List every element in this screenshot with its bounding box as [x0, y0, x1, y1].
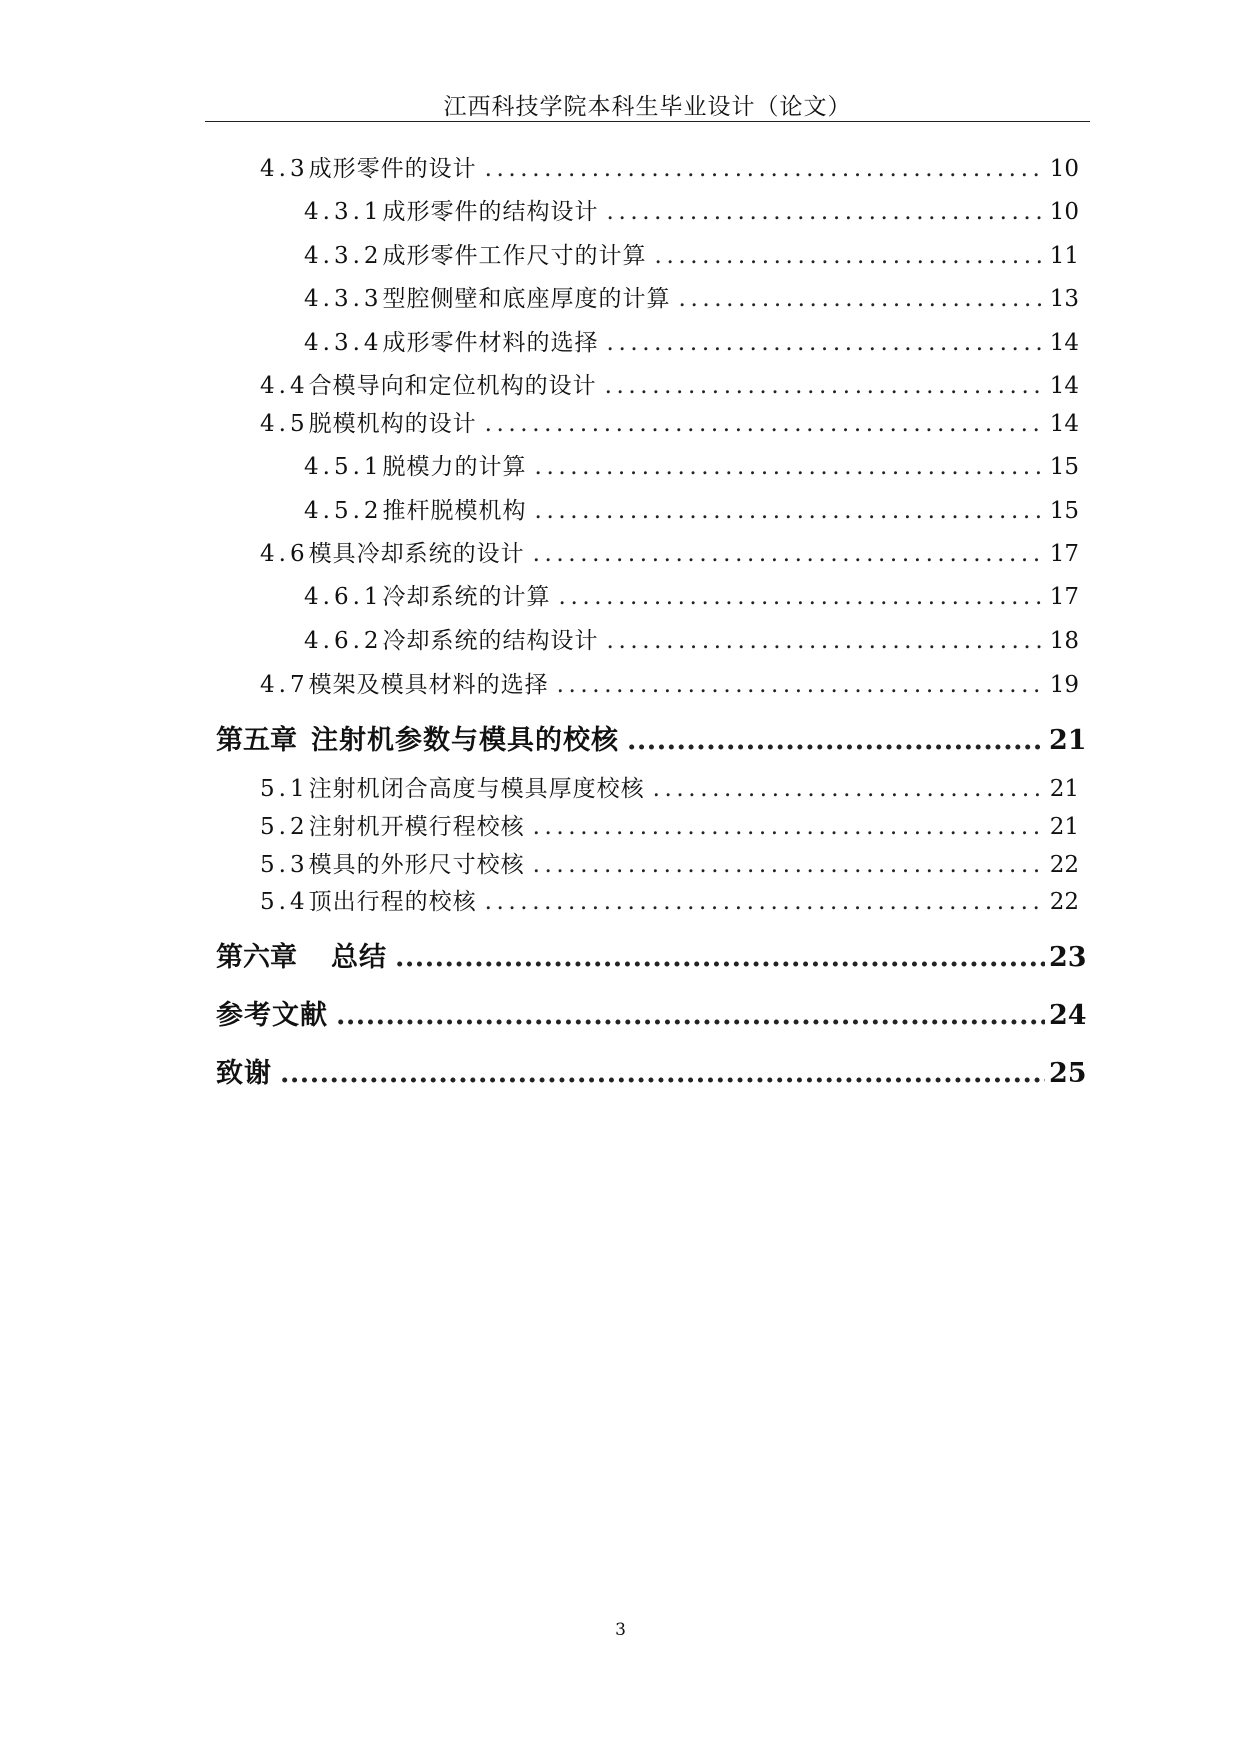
toc-entry-number: 5.1 [260, 776, 309, 802]
toc-entry-page: 17 [1049, 584, 1079, 610]
toc-entry-4-3-4[interactable] [304, 324, 1079, 357]
toc-references[interactable] [216, 993, 1087, 1032]
toc-entry-page: 22 [1049, 852, 1079, 878]
toc-entry-5-1[interactable] [260, 770, 1079, 803]
toc-entry-4-4[interactable] [260, 367, 1079, 400]
toc-dot-leader [679, 286, 1046, 312]
toc-entry-title: 型腔侧壁和底座厚度的计算 [382, 286, 671, 312]
toc-chapter-number: 第六章 [216, 942, 297, 973]
toc-dot-leader [653, 776, 1046, 802]
toc-entry-title: 顶出行程的校核 [308, 889, 477, 915]
toc-chapter-number: 第五章 [216, 725, 297, 756]
toc-dot-leader [535, 454, 1046, 480]
toc-entry-page: 19 [1049, 672, 1079, 698]
toc-entry-title: 脱模力的计算 [382, 454, 527, 480]
toc-dot-leader [557, 672, 1046, 698]
toc-chapter-title: 总结 [331, 942, 387, 973]
toc-entry-number: 4.3.3 [304, 286, 383, 312]
toc-entry-title: 成形零件材料的选择 [382, 330, 599, 356]
toc-entry-title: 注射机开模行程校核 [308, 814, 525, 840]
toc-dot-leader [627, 725, 1045, 756]
toc-entry-number: 5.3 [260, 852, 309, 878]
toc-dot-leader [559, 584, 1046, 610]
toc-dot-leader [533, 541, 1046, 567]
toc-entry-title: 脱模机构的设计 [308, 411, 477, 437]
toc-dot-leader [485, 411, 1046, 437]
toc-dot-leader [336, 1000, 1045, 1031]
toc-dot-leader [485, 156, 1046, 182]
page-number: 3 [615, 1620, 626, 1640]
toc-entry-page: 13 [1049, 286, 1079, 312]
toc-chapter-6[interactable] [216, 935, 1087, 974]
toc-dot-leader [607, 199, 1046, 225]
toc-entry-page: 10 [1049, 156, 1079, 182]
toc-entry-title: 成形零件的设计 [308, 156, 477, 182]
toc-entry-title: 推杆脱模机构 [382, 498, 527, 524]
toc-entry-4-6-1[interactable] [304, 578, 1079, 611]
toc-entry-4-6[interactable] [260, 535, 1079, 568]
toc-entry-page: 21 [1049, 776, 1079, 802]
toc-entry-number: 4.3 [260, 156, 309, 182]
toc-entry-title: 模架及模具材料的选择 [308, 672, 549, 698]
toc-dot-leader [607, 330, 1046, 356]
toc-entry-number: 4.3.4 [304, 330, 383, 356]
toc-entry-4-3-2[interactable] [304, 237, 1079, 270]
toc-entry-number: 4.5.2 [304, 498, 383, 524]
toc-dot-leader [535, 498, 1046, 524]
toc-entry-page: 15 [1049, 498, 1079, 524]
toc-entry-4-3[interactable] [260, 150, 1079, 183]
toc-entry-number: 4.7 [260, 672, 309, 698]
toc-entry-page: 17 [1049, 541, 1079, 567]
toc-entry-title: 冷却系统的结构设计 [382, 628, 599, 654]
toc-entry-page: 25 [1049, 1058, 1087, 1089]
toc-acknowledgements[interactable] [216, 1051, 1087, 1090]
toc-entry-number: 4.3.1 [304, 199, 383, 225]
toc-entry-4-5[interactable] [260, 405, 1079, 438]
toc-entry-title: 成形零件工作尺寸的计算 [382, 243, 647, 269]
running-header: 江西科技学院本科生毕业设计（论文） [443, 94, 852, 120]
toc-entry-page: 21 [1049, 814, 1079, 840]
toc-entry-page: 24 [1049, 1000, 1087, 1031]
toc-entry-page: 23 [1049, 942, 1087, 973]
toc-dot-leader [533, 852, 1046, 878]
toc-dot-leader [607, 628, 1046, 654]
toc-entry-4-5-2[interactable] [304, 492, 1079, 525]
toc-entry-page: 14 [1049, 373, 1079, 399]
toc-dot-leader [605, 373, 1046, 399]
toc-entry-4-7[interactable] [260, 666, 1079, 699]
toc-entry-4-3-1[interactable] [304, 193, 1079, 226]
toc-entry-number: 4.6.2 [304, 628, 383, 654]
toc-entry-number: 5.4 [260, 889, 309, 915]
toc-entry-5-2[interactable] [260, 808, 1079, 841]
toc-entry-page: 10 [1049, 199, 1079, 225]
toc-dot-leader [655, 243, 1046, 269]
toc-entry-4-3-3[interactable] [304, 280, 1079, 313]
toc-entry-page: 22 [1049, 889, 1079, 915]
toc-entry-page: 18 [1049, 628, 1079, 654]
toc-chapter-title: 致谢 [216, 1058, 272, 1089]
toc-entry-page: 15 [1049, 454, 1079, 480]
header-divider [205, 121, 1090, 122]
toc-entry-title: 注射机闭合高度与模具厚度校核 [308, 776, 645, 802]
toc-entry-5-3[interactable] [260, 846, 1079, 879]
toc-entry-page: 14 [1049, 330, 1079, 356]
toc-entry-4-6-2[interactable] [304, 622, 1079, 655]
toc-dot-leader [533, 814, 1046, 840]
toc-dot-leader [395, 942, 1045, 973]
toc-entry-page: 11 [1049, 243, 1079, 269]
toc-entry-title: 模具冷却系统的设计 [308, 541, 525, 567]
toc-dot-leader [280, 1058, 1045, 1089]
toc-entry-title: 合模导向和定位机构的设计 [308, 373, 597, 399]
toc-entry-number: 4.5.1 [304, 454, 383, 480]
toc-entry-page: 21 [1049, 725, 1087, 756]
toc-entry-number: 4.4 [260, 373, 309, 399]
toc-entry-number: 4.6.1 [304, 584, 383, 610]
toc-chapter-title: 注射机参数与模具的校核 [311, 725, 619, 756]
toc-entry-title: 模具的外形尺寸校核 [308, 852, 525, 878]
toc-entry-number: 4.5 [260, 411, 309, 437]
toc-entry-4-5-1[interactable] [304, 448, 1079, 481]
toc-dot-leader [485, 889, 1046, 915]
toc-entry-5-4[interactable] [260, 883, 1079, 916]
toc-entry-page: 14 [1049, 411, 1079, 437]
toc-entry-title: 冷却系统的计算 [382, 584, 551, 610]
toc-entry-number: 5.2 [260, 814, 309, 840]
toc-chapter-5[interactable] [216, 718, 1087, 757]
toc-chapter-title: 参考文献 [216, 1000, 328, 1031]
toc-entry-title: 成形零件的结构设计 [382, 199, 599, 225]
toc-entry-number: 4.6 [260, 541, 309, 567]
toc-entry-number: 4.3.2 [304, 243, 383, 269]
